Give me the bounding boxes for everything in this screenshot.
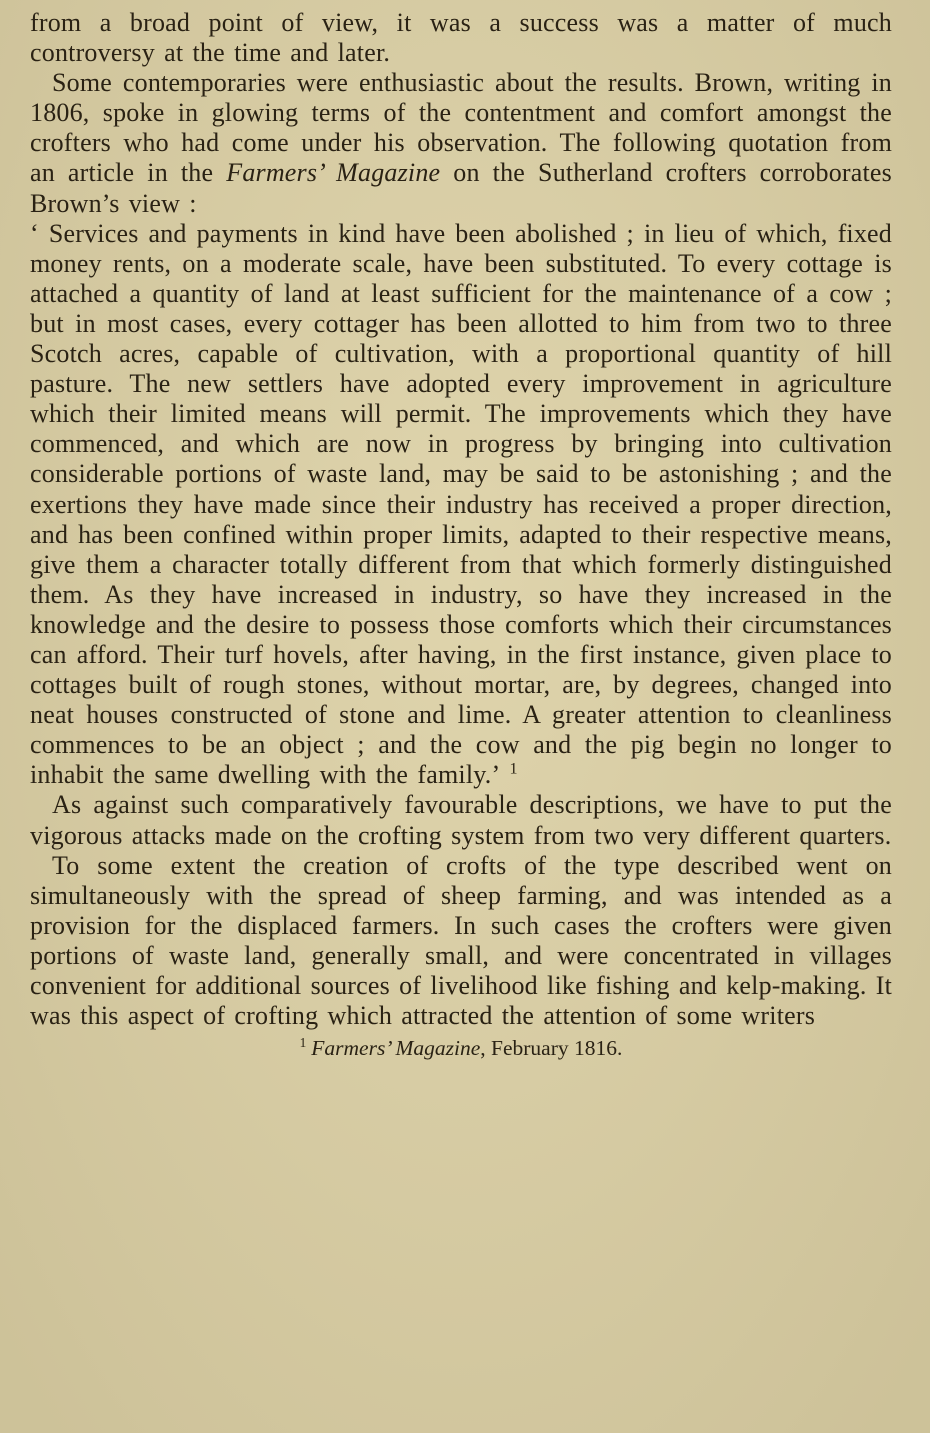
footnote-marker: 1 bbox=[299, 1035, 307, 1051]
paragraph-text: As against such comparatively favourable descriptions, we have to put the vigorous attacks made on the crofting system from two very different quarters. bbox=[30, 790, 892, 850]
footnote-reference-marker: 1 bbox=[509, 760, 518, 778]
footnote bbox=[30, 1035, 892, 1061]
paragraph-text: Some contemporaries were enthusiastic about the results. Brown, writing in 1806, spoke in glowing terms of the contentment and comfort amongst the crofters who had come under his observation. The following quotation from an article in the bbox=[30, 68, 892, 188]
paragraph-text: To some extent the creation of crofts of the type described went on simultaneously with the spread of sheep farming, and was intended as a provision for the displaced farmers. In such cases the crofters were given portions of waste land, generally small, and were concentrated in villages convenient for additional sources of livelihood like fishing and kelp-making. It was this aspect of crofting which attracted the attention of some writers bbox=[30, 850, 892, 1031]
paragraph-crofts bbox=[30, 851, 892, 1032]
paragraph-continuation bbox=[30, 8, 892, 68]
footnote-text: , February 1816. bbox=[480, 1036, 623, 1061]
footnote-journal-title: Farmers’ Magazine bbox=[311, 1036, 481, 1061]
paragraph-text: on the Sutherland crofters corroborates Brown’s view : bbox=[30, 158, 892, 218]
journal-title: Farmers’ Magazine bbox=[226, 158, 441, 188]
paragraph-against bbox=[30, 790, 892, 850]
paragraph-quotation bbox=[30, 219, 892, 791]
paragraph-contemporaries bbox=[30, 68, 892, 218]
paragraph-text: from a broad point of view, it was a success was a matter of much controversy at the time and later. bbox=[30, 8, 892, 68]
quotation-text: ‘ Services and payments in kind have been abolished ; in lieu of which, fixed money rents, on a moderate scale, have been substituted. To every cottage is attached a quantity of land at least sufficient for the maintenance of a cow ; but in most cases, every cottager has been allotted to him from two to three Scotch acres, capable of cultivation, with a proportional quantity of hill pasture. The new settlers have adopted every improvement in agriculture which their limited means will permit. The improvements which they have commenced, and which are now in progress by bringing into cultivation considerable portions of waste land, may be said to be astonishing ; and the exertions they have made since their industry has received a proper direction, and has been confined within proper limits, adapted to their respective means, give them a character totally different from that which formerly distinguished them. As they have increased in industry, so have they increased in the knowledge and the desire to possess those comforts which their circumstances can afford. Their turf hovels, after having, in the first instance, given place to cottages built of rough stones, without mortar, are, by degrees, changed into neat houses constructed of stone and lime. A greater attention to cleanliness commences to be an object ; and the cow and the pig begin no longer to inhabit the same dwelling with the family.’ bbox=[30, 218, 892, 790]
